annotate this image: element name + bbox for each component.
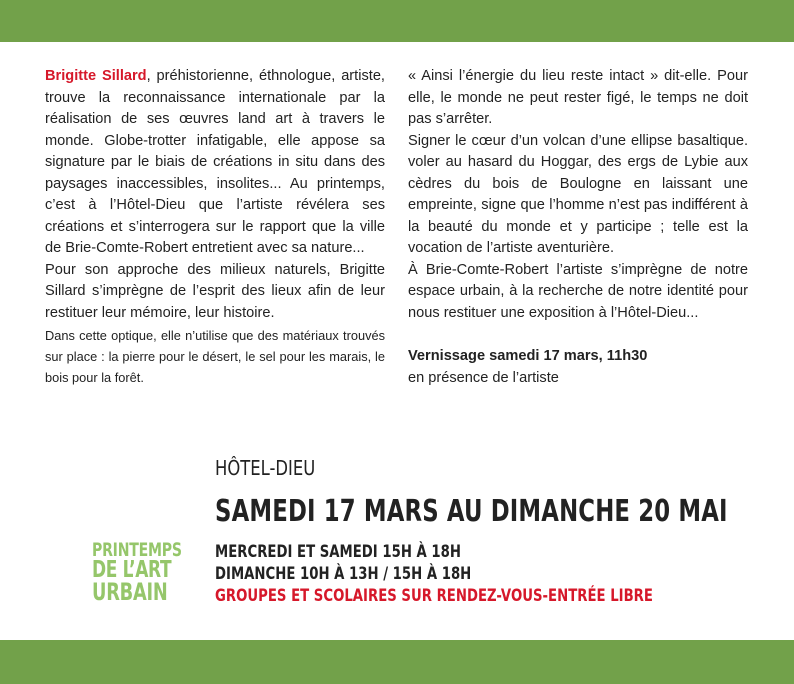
artist-name: Brigitte Sillard: [45, 68, 147, 84]
volcano-paragraph: Signer le cœur d’un volcan d’une ellipse basaltique. voler au hasard du Hoggar, des ergs de Lybie aux cèdres du bois de Boulogne en laissant une empreinte, signe que l’homme n’est pas indifférent à la beauté du monde et y participe ; telle est la vocation de l’artiste aventurière.: [408, 132, 748, 256]
venue-title: HÔTEL-DIEU: [215, 456, 316, 480]
quote-paragraph: « Ainsi l’énergie du lieu reste intact » dit-elle. Pour elle, le monde ne peut rester figé, le temps ne doit pas s’arrêter.: [408, 68, 748, 127]
printemps-art-urbain-logo: [92, 541, 213, 604]
event-dates: SAMEDI 17 MARS AU DIMANCHE 20 MAI: [215, 494, 728, 529]
logo-line-3: URBAIN: [92, 578, 168, 606]
logo-line-1: PRINTEMPS: [92, 539, 182, 561]
intro-text: , préhistorienne, éthnologue, artiste, trouve la reconnaissance internationale par la réalisation de ses œuvres land art à travers le monde. Globe-trotter infatigable, elle appose sa signature par le biais de créations in situ dans des paysages inaccessibles, insolites... Au printemps, c’est à l’Hôtel-Dieu que l’artiste révélera ses créations et s’interrogera sur le rapport que la ville de Brie-Comte-Robert entretient avec sa nature...: [45, 68, 385, 256]
hours-weekday: MERCREDI ET SAMEDI 15H À 18H: [215, 542, 461, 562]
logo-line-2: DE L’ART: [92, 557, 172, 583]
vernissage-line: Vernissage samedi 17 mars, 11h30: [408, 348, 648, 364]
content-page: [0, 42, 794, 640]
approach-paragraph: Pour son approche des milieux naturels, Brigitte Sillard s’imprègne de l’esprit des lieux afin de leur restituer leur mémoire, leur histoire.: [45, 261, 385, 321]
materials-paragraph: Dans cette optique, elle n’utilise que des matériaux trouvés sur place : la pierre pour le désert, le sel pour les marais, le bois pour la forêt.: [45, 328, 385, 385]
groups-info: GROUPES ET SCOLAIRES SUR RENDEZ-VOUS-ENTRÉE LIBRE: [215, 586, 653, 606]
left-text-column: [45, 66, 385, 388]
intro-paragraph: [45, 66, 385, 260]
right-text-column: [408, 66, 748, 389]
hours-sunday: DIMANCHE 10H À 13H / 15H À 18H: [215, 564, 472, 584]
urban-paragraph: À Brie-Comte-Robert l’artiste s’imprègne de notre espace urbain, à la recherche de notre identité pour nous restituer une exposition à l’Hôtel-Dieu...: [408, 261, 748, 321]
presence-line: en présence de l’artiste: [408, 369, 559, 386]
